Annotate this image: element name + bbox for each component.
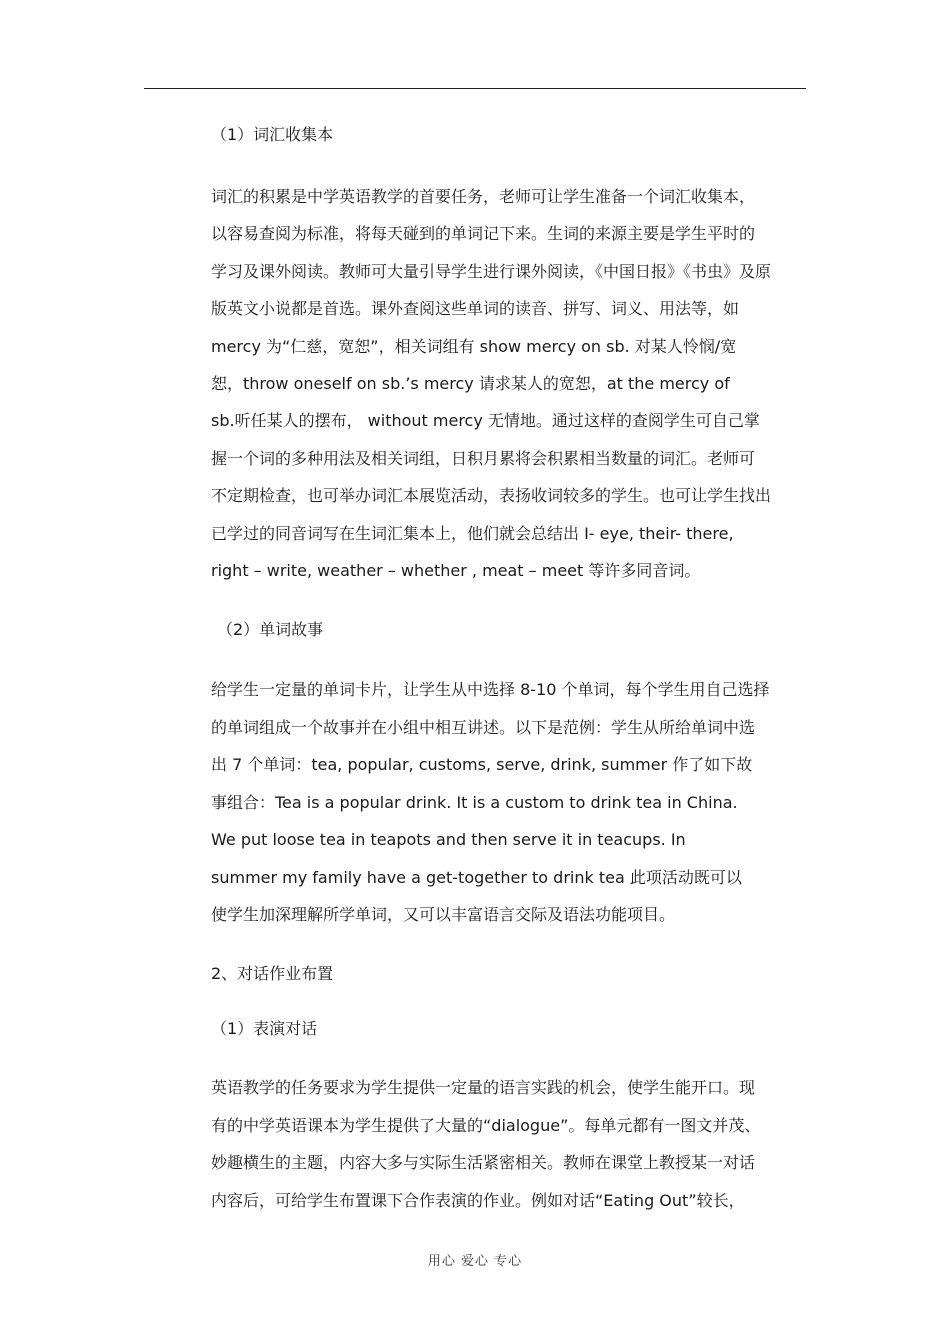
text-line: 学习及课外阅读。教师可大量引导学生进行课外阅读，《中国日报》《书虫》及原 — [211, 261, 772, 281]
text-line: 内容后，可给学生布置课下合作表演的作业。例如对话“Eating Out”较长， — [211, 1190, 745, 1210]
text-line: We put loose tea in teapots and then serve it in teacups. In — [211, 830, 686, 850]
text-line: 的单词组成一个故事并在小组中相互讲述。以下是范例：学生从所给单词中选 — [211, 717, 756, 737]
header-rule — [144, 88, 806, 89]
text-line: 不定期检查，也可举办词汇本展览活动，表扬收词较多的学生。也可让学生找出 — [211, 486, 772, 506]
paragraph-word-story — [211, 671, 811, 933]
text-line: mercy 为“仁慈，宽恕”，相关词组有 show mercy on sb. 对某人怜悯/宽 — [211, 336, 737, 356]
text-line: 以容易查阅为标准，将每天碰到的单词记下来。生词的来源主要是学生平时的 — [211, 224, 756, 244]
text-line: 有的中学英语课本为学生提供了大量的“dialogue”。每单元都有一图文并茂、 — [211, 1115, 761, 1135]
heading-dialogue-homework: 2、对话作业布置 — [211, 964, 334, 984]
paragraph-act-dialogue — [211, 1069, 811, 1219]
text-line: 恕，throw oneself on sb.’s mercy 请求某人的宽恕，at the mercy of — [211, 374, 730, 394]
heading-word-story: （2）单词故事 — [217, 620, 324, 640]
text-line: 使学生加深理解所学单词，又可以丰富语言交际及语法功能项目。 — [211, 904, 676, 924]
text-line: 握一个词的多种用法及相关词组，日积月累将会积累相当数量的词汇。老师可 — [211, 448, 756, 468]
text-line: summer my family have a get-together to drink tea 此项活动既可以 — [211, 867, 742, 887]
text-line: 出 7 个单词：tea, popular, customs, serve, drink, summer 作了如下故 — [211, 755, 753, 775]
page-footer: 用心 爱心 专心 — [427, 1254, 523, 1269]
paragraph-vocabulary-notebook — [211, 178, 811, 589]
text-line: sb.听任某人的摆布， without mercy 无情地。通过这样的查阅学生可自己掌 — [211, 411, 760, 431]
document-body — [211, 120, 811, 1219]
text-line: 已学过的同音词写在生词汇集本上，他们就会总结出 I- eye, their- there, — [211, 523, 734, 543]
text-line: 事组合：Tea is a popular drink. It is a custom to drink tea in China. — [211, 792, 738, 812]
heading-act-dialogue: （1）表演对话 — [211, 1019, 318, 1039]
text-line: 词汇的积累是中学英语教学的首要任务，老师可让学生准备一个词汇收集本， — [211, 187, 756, 206]
heading-vocabulary-notebook: （1）词汇收集本 — [211, 125, 334, 144]
text-line: 英语教学的任务要求为学生提供一定量的语言实践的机会，使学生能开口。现 — [211, 1078, 756, 1098]
text-line: 妙趣横生的主题，内容大多与实际生活紧密相关。教师在课堂上教授某一对话 — [211, 1153, 756, 1173]
text-line: 版英文小说都是首选。课外查阅这些单词的读音、拼写、词义、用法等，如 — [211, 299, 740, 319]
text-line: 给学生一定量的单词卡片，让学生从中选择 8-10 个单词，每个学生用自己选择 — [211, 680, 770, 700]
text-line: right – write, weather – whether , meat – meet 等许多同音词。 — [211, 561, 701, 581]
